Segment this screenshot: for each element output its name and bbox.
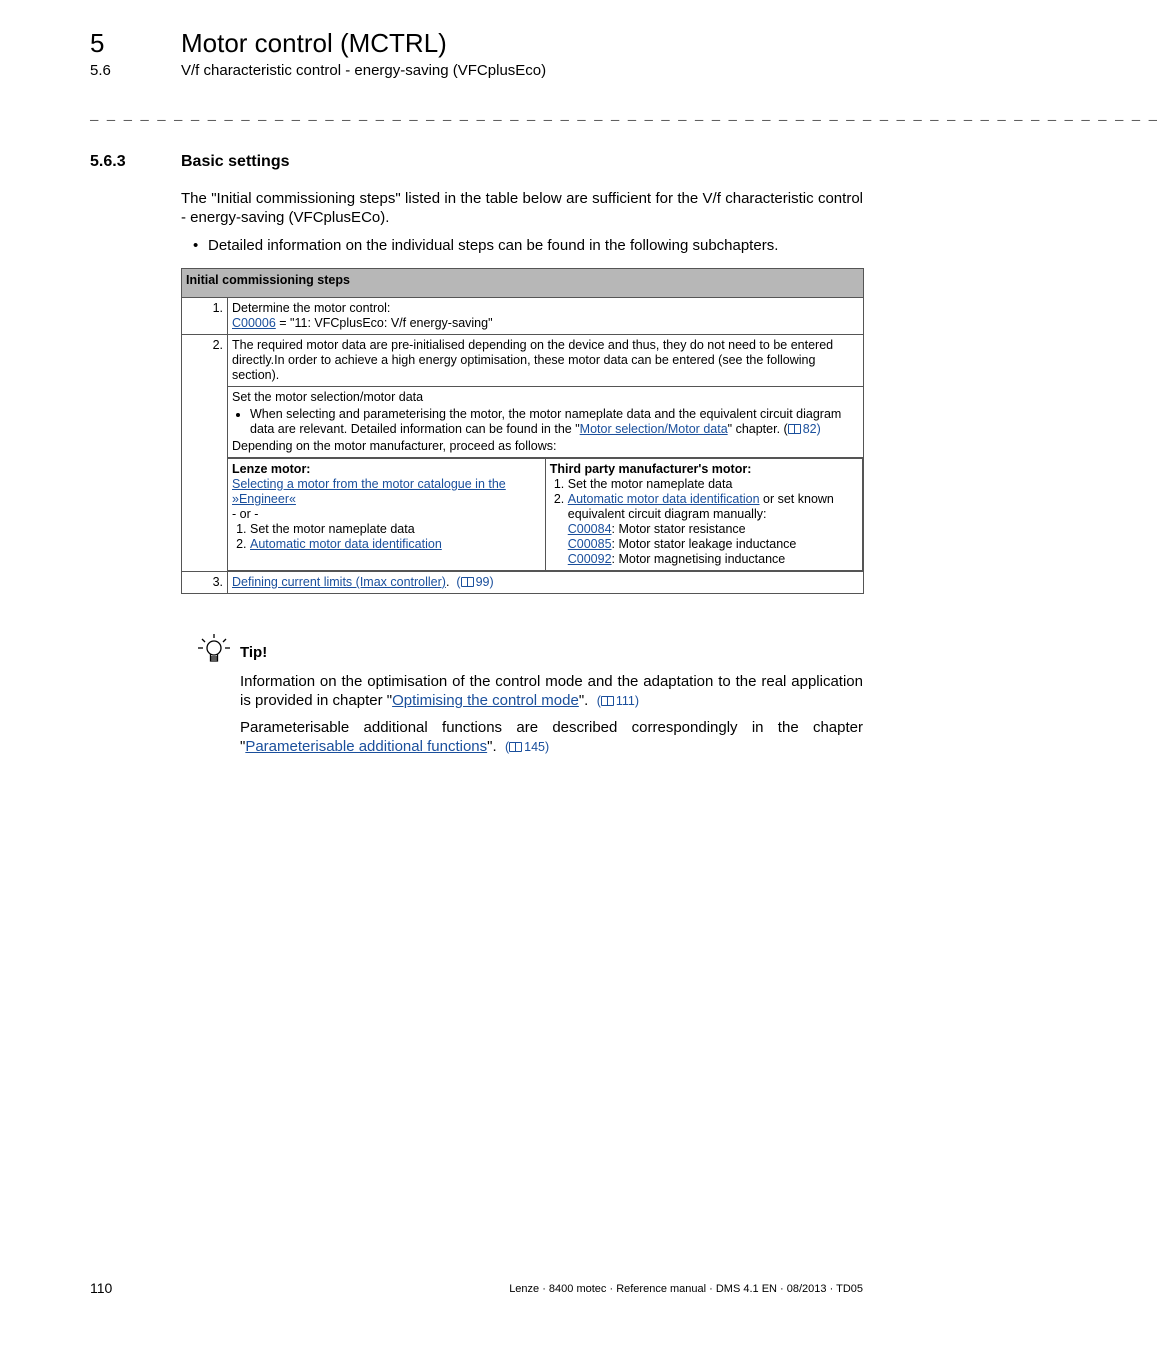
- section-title: V/f characteristic control - energy-saving (VFCplusEco): [181, 62, 547, 79]
- select-motor-catalogue-link[interactable]: Selecting a motor from the motor catalogue in the »Engineer«: [232, 477, 506, 506]
- step2-text: The required motor data are pre-initialised depending on the device and thus, they do not need to be entered directly.In order to achieve a high energy optimisation, these motor data can be entered (see the following section).: [228, 335, 864, 387]
- c00085-link[interactable]: C00085: [567, 537, 612, 551]
- list-item: [568, 492, 858, 567]
- c00092-text: : Motor magnetising inductance: [611, 552, 786, 566]
- c00085-text: : Motor stator leakage inductance: [611, 537, 797, 551]
- book-icon: [461, 577, 474, 587]
- step-content: [228, 572, 864, 594]
- motor-selection-cell: [228, 387, 864, 458]
- footer-doc-info: Lenze · 8400 motec · Reference manual · DMS 4.1 EN · 08/2013 · TD05: [509, 1283, 863, 1295]
- step1-code-text: = "11: VFCplusEco: V/f energy-saving": [275, 316, 493, 330]
- step1-line1: Determine the motor control:: [232, 301, 391, 315]
- manufacturer-options-cell: [228, 458, 864, 572]
- c00084-link[interactable]: C00084: [567, 522, 612, 536]
- additional-functions-link[interactable]: Parameterisable additional functions: [245, 738, 488, 755]
- third-party-motor-column: [545, 459, 862, 571]
- motor-selection-text: When selecting and parameterising the motor, the motor nameplate data and the equivalent circuit diagram data are relevant. Detailed information can be found in the ": [250, 407, 842, 436]
- step-number: 3.: [182, 572, 228, 594]
- table-row-step-1: [182, 298, 864, 335]
- table-header: Initial commissioning steps: [182, 269, 864, 298]
- step-number: 2.: [182, 335, 228, 572]
- manufacturer-options: [228, 458, 863, 571]
- chapter-number: 5: [90, 28, 105, 58]
- tip-title: Tip!: [240, 644, 268, 661]
- or-text: - or -: [232, 507, 259, 521]
- subsection-title: Basic settings: [181, 153, 290, 170]
- period: .: [445, 575, 450, 589]
- page-number: 110: [90, 1280, 113, 1296]
- list-item: 1. Set the motor nameplate data: [568, 477, 858, 492]
- lenze-steps-list: [232, 522, 541, 552]
- book-icon: [509, 742, 522, 752]
- book-icon: [788, 424, 801, 434]
- current-limits-link[interactable]: Defining current limits (Imax controller): [232, 575, 446, 589]
- header-rule: _ _ _ _ _ _ _ _ _ _ _ _ _ _ _ _ _ _ _ _ _ _ _ _ _ _ _ _ _ _ _ _ _ _ _ _ _ _ _ _ _ _ _ _ _ _ _ _ _ _ _ _ _ _ _ _ _ _ _ _ _ _ _ _: [90, 108, 1157, 124]
- auto-motor-id-link[interactable]: Automatic motor data identification: [250, 537, 442, 551]
- lenze-motor-title: Lenze motor:: [232, 462, 311, 476]
- motor-selection-text-post: " chapter. (: [727, 422, 788, 436]
- auto-motor-id-link[interactable]: Automatic motor data identification: [567, 492, 760, 506]
- page-ref-111[interactable]: ( 111): [596, 694, 640, 708]
- tip-paragraph-2: Parameterisable additional functions are described correspondingly in the chapter "Parameterisable additional functions". ( 145): [240, 719, 863, 755]
- motor-selection-list: [232, 407, 859, 437]
- motor-selection-link[interactable]: Motor selection/Motor data: [579, 422, 728, 436]
- c00084-text: : Motor stator resistance: [611, 522, 746, 536]
- third-party-title: Third party manufacturer's motor:: [549, 462, 752, 476]
- book-icon: [601, 696, 614, 706]
- third-party-steps-list: [550, 477, 858, 567]
- page-ref-82[interactable]: 82: [788, 422, 817, 436]
- list-item: 1. Set the motor nameplate data: [250, 522, 541, 537]
- motor-selection-title: Set the motor selection/motor data: [232, 390, 424, 404]
- page-ref-145[interactable]: ( 145): [504, 740, 550, 754]
- chapter-title: Motor control (MCTRL): [181, 28, 447, 58]
- c00092-link[interactable]: C00092: [567, 552, 612, 566]
- proceed-text: Depending on the motor manufacturer, proceed as follows:: [232, 439, 557, 453]
- optimising-control-mode-link[interactable]: Optimising the control mode: [392, 692, 579, 709]
- c00006-link[interactable]: C00006: [232, 316, 276, 330]
- list-item: [250, 537, 541, 552]
- lenze-motor-column: [228, 459, 545, 571]
- tip-paragraph-1: Information on the optimisation of the control mode and the adaptation to the real application is provided in chapter "Optimising the control mode". ( 111): [240, 673, 863, 709]
- paren-close: ): [816, 422, 821, 436]
- bullet-text: Detailed information on the individual steps can be found in the following subchapters.: [208, 237, 779, 254]
- step-content: [228, 298, 864, 335]
- table-row-step-3: [182, 572, 864, 594]
- step-number: 1.: [182, 298, 228, 335]
- section-number: 5.6: [90, 62, 111, 79]
- commissioning-steps-table: [181, 268, 864, 594]
- page-ref-99[interactable]: ( 99): [456, 575, 494, 589]
- subsection-number: 5.6.3: [90, 153, 126, 170]
- table-row-step-2: [182, 335, 864, 387]
- intro-paragraph: The "Initial commissioning steps" listed in the table below are sufficient for the V/f characteristic control - energy-saving (VFCplusECo).: [181, 190, 863, 226]
- bullet-marker: •: [193, 237, 199, 254]
- item2-text: or set known equivalent circuit diagram manually:: [567, 492, 834, 521]
- lightbulb-icon: [196, 633, 232, 669]
